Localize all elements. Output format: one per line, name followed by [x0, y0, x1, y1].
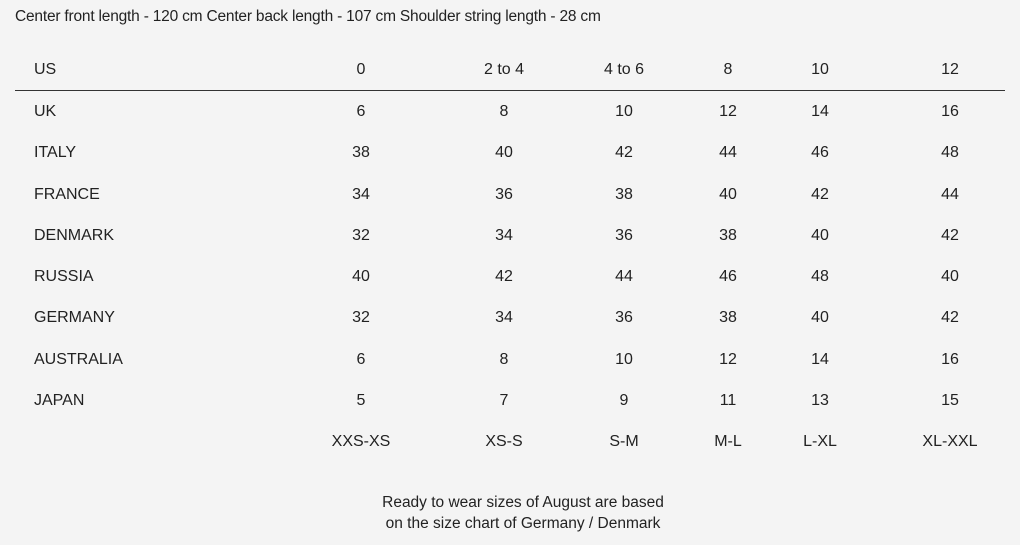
- table-cell: 40: [352, 268, 370, 286]
- table-cell: 7: [499, 392, 509, 410]
- table-cell: 14: [811, 350, 829, 368]
- table-cell: 40: [941, 268, 959, 286]
- footer-line: on the size chart of Germany / Denmark: [385, 515, 661, 532]
- table-cell: 42: [941, 309, 959, 327]
- table-cell: L-XL: [803, 433, 837, 451]
- header-cell: 12: [875, 49, 1020, 91]
- row-label: [15, 422, 290, 463]
- table-cell: 6: [356, 350, 366, 368]
- table-cell: XXS-XS: [331, 433, 391, 451]
- table-cell: 10: [615, 102, 633, 120]
- table-cell: 34: [495, 226, 513, 244]
- table-cell: 12: [719, 102, 737, 120]
- footer-line: Ready to wear sizes of August are based: [382, 494, 664, 511]
- table-cell: 9: [619, 392, 629, 410]
- table-cell: 34: [495, 309, 513, 327]
- table-cell: 36: [495, 185, 513, 203]
- table-row: [15, 215, 1005, 256]
- table-cell: XS-S: [485, 433, 523, 451]
- table-cell: 38: [352, 144, 370, 162]
- table-cell: 46: [811, 144, 829, 162]
- table-cell: 32: [352, 309, 370, 327]
- table-cell: 42: [811, 185, 829, 203]
- header-cell: 2 to 4: [433, 49, 576, 91]
- table-cell: 46: [719, 268, 737, 286]
- row-label: ITALY: [34, 144, 77, 162]
- table-cell: 6: [356, 102, 366, 120]
- table-cell: 10: [615, 350, 633, 368]
- table-cell: 12: [719, 350, 737, 368]
- table-cell: 40: [811, 226, 829, 244]
- row-label: JAPAN: [34, 392, 85, 410]
- table-cell: 38: [719, 309, 737, 327]
- table-cell: 36: [615, 226, 633, 244]
- table-cell: 16: [941, 350, 959, 368]
- header-cell: 0: [290, 49, 432, 91]
- measurements-text: Center front length - 120 cm Center back length - 107 cm Shoulder string length - 28 cm: [15, 8, 601, 25]
- table-cell: 36: [615, 309, 633, 327]
- table-row: [15, 422, 1005, 463]
- header-label: US: [15, 49, 290, 91]
- table-cell: 11: [719, 392, 737, 410]
- table-row: [15, 133, 1005, 174]
- table-cell: 32: [352, 226, 370, 244]
- footer-note: [0, 492, 1020, 534]
- table-row: [15, 380, 1005, 421]
- table-cell: 15: [941, 392, 959, 410]
- table-cell: 14: [811, 102, 829, 120]
- row-label: GERMANY: [34, 309, 115, 327]
- size-chart-table: [15, 49, 1005, 463]
- table-cell: 8: [499, 350, 509, 368]
- table-row: [15, 339, 1005, 380]
- table-cell: 16: [941, 102, 959, 120]
- table-cell: 48: [941, 144, 959, 162]
- table-cell: XL-XXL: [922, 433, 978, 451]
- header-cell: 10: [784, 49, 856, 91]
- table-cell: 38: [615, 185, 633, 203]
- row-label: FRANCE: [34, 185, 100, 203]
- row-label: AUSTRALIA: [34, 350, 123, 368]
- table-cell: 40: [495, 144, 513, 162]
- table-cell: 40: [811, 309, 829, 327]
- table-cell: 48: [811, 268, 829, 286]
- table-header-row: [15, 49, 1005, 91]
- table-cell: 42: [495, 268, 513, 286]
- table-row: [15, 256, 1005, 297]
- table-cell: M-L: [714, 433, 742, 451]
- table-row: [15, 91, 1005, 133]
- table-cell: 44: [719, 144, 737, 162]
- row-label: UK: [34, 102, 57, 120]
- table-cell: 44: [941, 185, 959, 203]
- table-cell: 42: [615, 144, 633, 162]
- row-label: RUSSIA: [34, 268, 94, 286]
- header-cell: 8: [673, 49, 784, 91]
- table-cell: 8: [499, 102, 509, 120]
- table-row: [15, 174, 1005, 215]
- header-cell: 4 to 6: [576, 49, 673, 91]
- table-cell: 44: [615, 268, 633, 286]
- table-cell: 13: [811, 392, 829, 410]
- table-cell: S-M: [609, 433, 639, 451]
- table-cell: 34: [352, 185, 370, 203]
- table-cell: 42: [941, 226, 959, 244]
- row-label: DENMARK: [34, 226, 115, 244]
- table-cell: 38: [719, 226, 737, 244]
- table-cell: 40: [719, 185, 737, 203]
- table-row: [15, 298, 1005, 339]
- table-cell: 5: [356, 392, 366, 410]
